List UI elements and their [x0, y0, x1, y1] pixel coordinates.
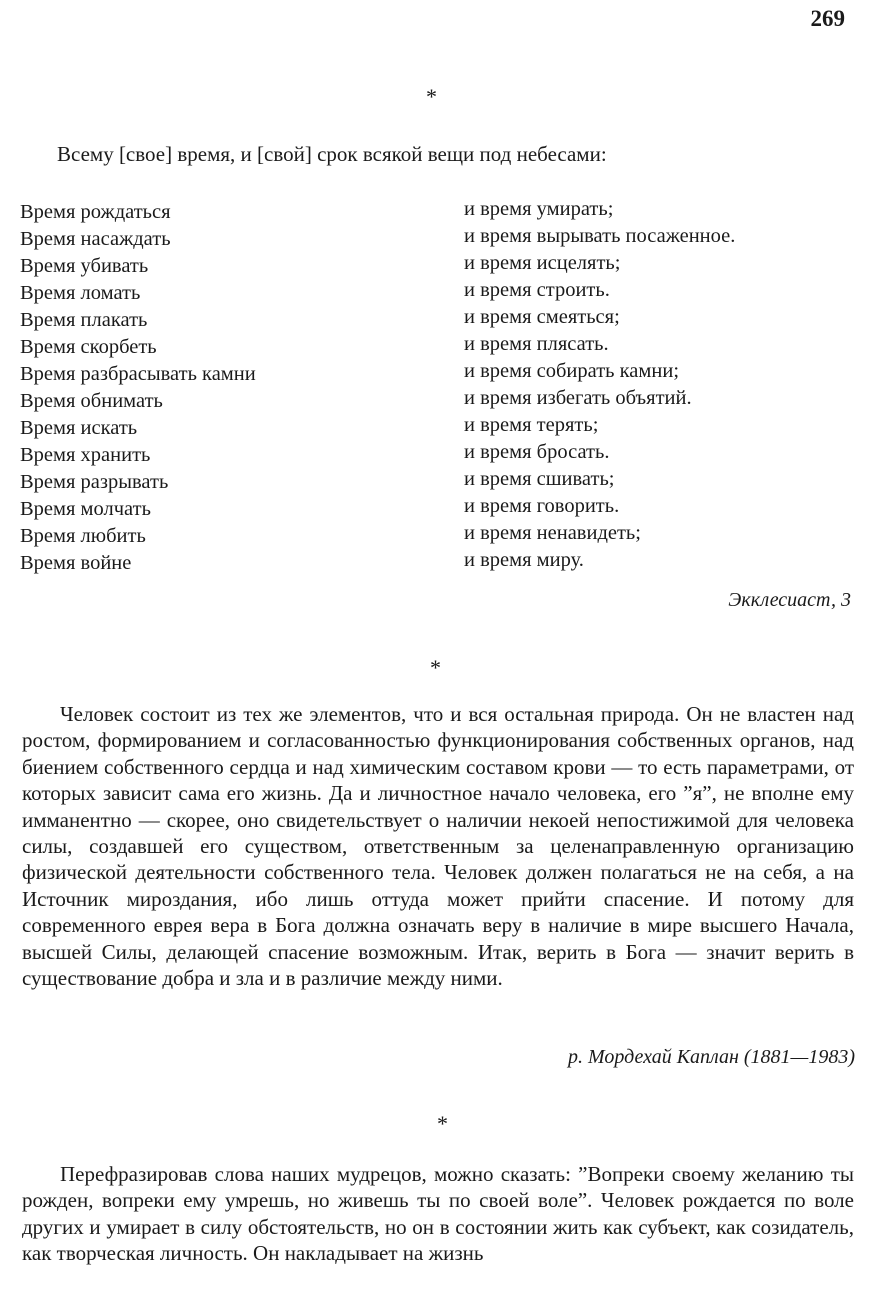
- verse-right-line: и время собирать камни;: [464, 360, 680, 382]
- verse-right-line: и время избегать объятий.: [464, 387, 692, 409]
- verse-right-line: и время умирать;: [464, 198, 614, 220]
- verse-left-line: Время разбрасывать камни: [20, 363, 256, 385]
- section-separator: *: [426, 84, 437, 109]
- verse-left-line: Время убивать: [20, 255, 149, 277]
- verse-left-line: Время ломать: [20, 282, 141, 304]
- verse-left-line: Время рождаться: [20, 201, 171, 223]
- verse-right-line: и время исцелять;: [464, 252, 621, 274]
- verse-left-line: Время хранить: [20, 444, 151, 466]
- verse-right-line: и время строить.: [464, 279, 610, 301]
- verse-right-line: и время говорить.: [464, 495, 620, 517]
- verse-right-line: и время бросать.: [464, 441, 610, 463]
- section-separator: *: [437, 1111, 448, 1136]
- verse-right-line: и время смеяться;: [464, 306, 620, 328]
- verse-right-line: и время ненавидеть;: [464, 522, 641, 544]
- verse-right-line: и время плясать.: [464, 333, 609, 355]
- verse-left-line: Время насаждать: [20, 228, 171, 250]
- verse-left-column: [20, 199, 256, 577]
- attribution-kaplan: р. Мордехай Каплан (1881—1983): [568, 1046, 855, 1068]
- verse-right-line: и время терять;: [464, 414, 599, 436]
- verse-right-line: и время миру.: [464, 549, 584, 571]
- verse-left-line: Время скорбеть: [20, 336, 157, 358]
- verse-left-line: Время войне: [20, 552, 132, 574]
- closing-paragraph: Перефразировав слова наших мудрецов, можно сказать: ”Вопреки своему желанию ты рожден, вопреки ему умрешь, но живешь ты по своей воле”. Человек рождается по воле других и умирает в силу обстоятельств, но он в состоянии жить как субъект, как созидатель, как творческая личность. Он накладывает на жизнь: [22, 1162, 854, 1266]
- verse-right-column: [464, 196, 735, 574]
- verse-intro: Всему [свое] время, и [свой] срок всякой вещи под небесами:: [57, 142, 607, 166]
- verse-left-line: Время обнимать: [20, 390, 163, 412]
- verse-left-line: Время молчать: [20, 498, 151, 520]
- verse-left-line: Время разрывать: [20, 471, 169, 493]
- section-separator: *: [430, 655, 441, 680]
- attribution-ecclesiastes: Экклесиаст, 3: [728, 589, 851, 611]
- verse-left-line: Время плакать: [20, 309, 148, 331]
- verse-left-line: Время любить: [20, 525, 146, 547]
- page-number: 269: [810, 6, 845, 31]
- verse-right-line: и время сшивать;: [464, 468, 615, 490]
- verse-right-line: и время вырывать посаженное.: [464, 225, 736, 247]
- verse-left-line: Время искать: [20, 417, 138, 439]
- kaplan-paragraph: Человек состоит из тех же элементов, что и вся остальная природа. Он не властен над ростом, формированием и согласованностью функционирования собственных органов, над биением собственного сердца и над химическим составом крови — то есть параметрами, от которых зависит сама его жизнь. Да и личностное начало человека, его ”я”, не вполне ему имманентно — скорее, оно свидетельствует о наличии некоей непостижимой для человека силы, создавшей его существом, ответственным за целенаправленную организацию физической деятельности собственного тела. Человек должен полагаться не на себя, а на Источник мироздания, ибо лишь оттуда может прийти спасение. И потому для современного еврея вера в Бога должна означать веру в наличие в мире высшего Начала, высшей Силы, делающей спасение возможным. Итак, верить в Бога — значит верить в существование добра и зла и в различие между ними.: [22, 702, 854, 991]
